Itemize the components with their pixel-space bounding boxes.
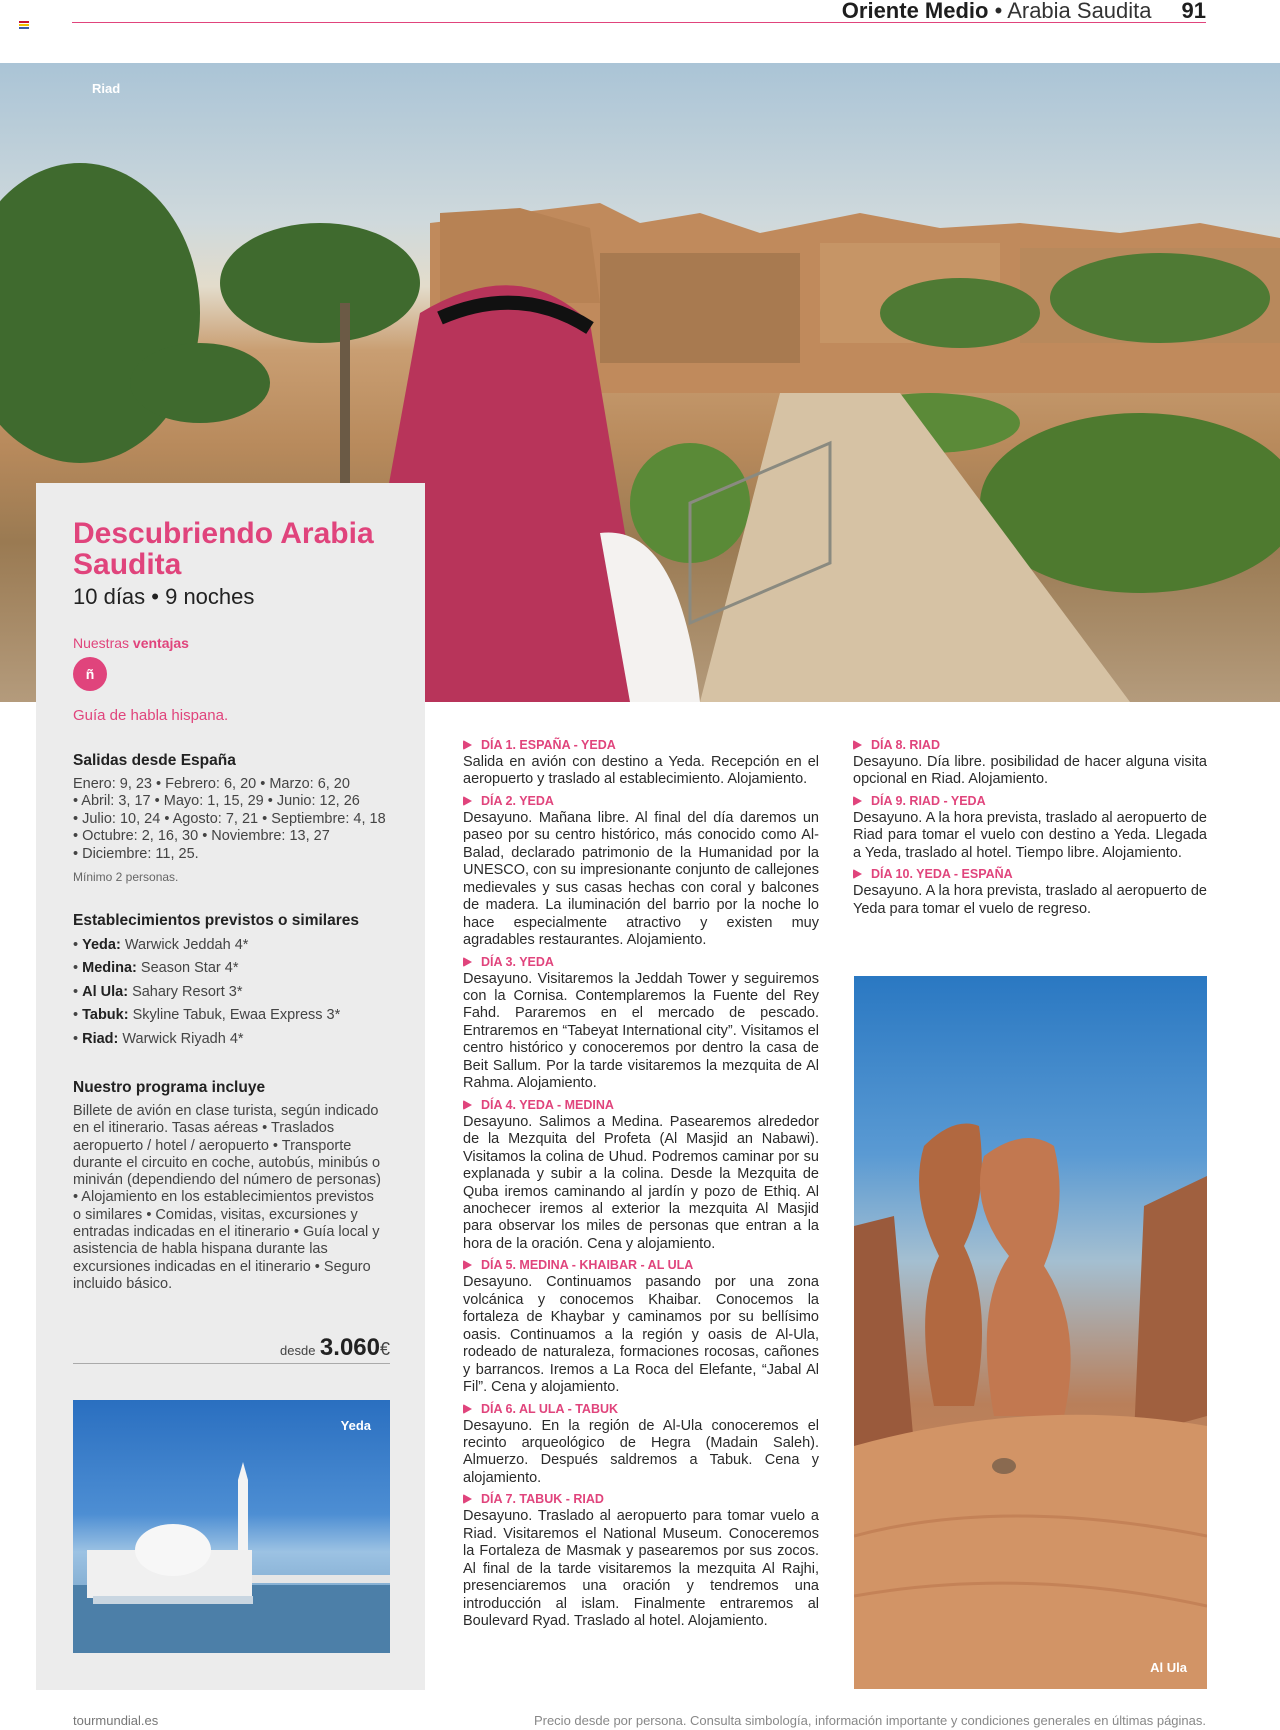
footer-disclaimer: Precio desde por persona. Consulta simbología, información importante y condiciones generales en últimas páginas. bbox=[533, 1713, 1206, 1728]
hotel-name: Season Star 4* bbox=[140, 960, 239, 977]
price bbox=[280, 1334, 390, 1362]
guide-icon: ñ bbox=[73, 657, 107, 691]
hero-caption: Riad bbox=[92, 81, 121, 96]
day-title: DÍA 9. RIAD - YEDA bbox=[853, 793, 1207, 810]
itinerary-day bbox=[463, 1491, 819, 1630]
itinerary-day bbox=[463, 954, 819, 1093]
departures-heading: Salidas desde España bbox=[73, 752, 236, 769]
hotel-name: Warwick Jeddah 4* bbox=[124, 937, 249, 953]
hotel-item: • Yeda: Warwick Jeddah 4* bbox=[73, 937, 249, 953]
section-title: Oriente Medio bbox=[841, 0, 989, 23]
day-text: Desayuno. Continuamos pasando por una zona volcánica y conocemos Khaibar. Conocemos la fortaleza de Khaybar y caminamos por su bellísimo oasis. Continuamos a la región y oasis de Al-Ula, rodeado de naturaleza, formaciones rocosas, cañones y barrancos. Iremos a La Roca del Elefante, “Jabal Al Fil”. Cena y alojamiento. bbox=[463, 1274, 819, 1396]
yeda-image bbox=[73, 1400, 390, 1653]
includes-text: Billete de avión en clase turista, según indicado en el itinerario. Tasas aéreas • Traslados aeropuerto / hotel / aeropuerto • Transporte durante el circuito en coche, autobús, minibús o miniván (dependiendo del número de personas) • Alojamiento en los establecimientos previstos o similares • Comidas, visitas, excursiones y entradas indicadas en el itinerario • Guía local y asistencia de habla hispana durante las excursiones indicadas en el itinerario • Seguro incluido básico. bbox=[73, 1103, 381, 1292]
day-text: Desayuno. Traslado al aeropuerto para tomar vuelo a Riad. Visitaremos el National Museum. Conoceremos la Fortaleza de Masmak y pasearemos por sus zocos. Al final de la tarde visitaremos la mezquita Al Rajhi, presenciaremos una oración y tendremos una introducción al islam. Finalmente entraremos al Boulevard Ryad. Traslado al hotel. Alojamiento. bbox=[463, 1508, 819, 1630]
hotel-name: Skyline Tabuk, Ewaa Express 3* bbox=[132, 1007, 341, 1024]
advantage-text: Guía de habla hispana. bbox=[73, 707, 229, 724]
advantages-label bbox=[73, 635, 189, 651]
day-text: Desayuno. A la hora prevista, traslado al aeropuerto de Yeda para tomar el vuelo de regreso. bbox=[853, 883, 1207, 917]
spain-flag-icon bbox=[19, 21, 29, 29]
hotel-list bbox=[73, 934, 340, 1051]
page-number: 91 bbox=[1181, 0, 1206, 23]
departure-line: • Diciembre: 11, 25. bbox=[73, 845, 199, 862]
hotel-item: • Medina: Season Star 4* bbox=[73, 960, 239, 977]
day-text: Desayuno. Día libre. posibilidad de hacer alguna visita opcional en Riad. Alojamiento. bbox=[853, 754, 1207, 788]
price-currency: € bbox=[379, 1339, 390, 1359]
departure-line: Enero: 9, 23 • Febrero: 6, 20 • Marzo: 6, 20 bbox=[73, 776, 350, 792]
hotel-city: Tabuk: bbox=[82, 1007, 129, 1024]
hotel-item: • Tabuk: Skyline Tabuk, Ewaa Express 3* bbox=[73, 1007, 341, 1024]
itinerary-day bbox=[463, 1257, 819, 1396]
day-title: DÍA 2. YEDA bbox=[463, 793, 819, 810]
day-text: Desayuno. A la hora prevista, traslado al aeropuerto de Riad para tomar el vuelo con destino a Yeda. Llegada a Yeda, traslado al hotel. Tiempo libre. Alojamiento. bbox=[853, 809, 1207, 861]
day-text: Salida en avión con destino a Yeda. Recepción en el aeropuerto y traslado al establecimiento. Alojamiento. bbox=[463, 754, 819, 788]
header-separator: • bbox=[988, 0, 1008, 23]
price-divider bbox=[73, 1363, 390, 1364]
hotel-city: Yeda: bbox=[82, 937, 121, 953]
departure-line: • Octubre: 2, 16, 30 • Noviembre: 13, 27 bbox=[73, 828, 330, 845]
itinerary-column-2 bbox=[853, 737, 1207, 922]
subsection-title: Arabia Saudita bbox=[1007, 0, 1152, 23]
itinerary-column-1 bbox=[463, 737, 819, 1634]
itinerary-day bbox=[853, 866, 1207, 918]
day-title: DÍA 5. MEDINA - KHAIBAR - AL ULA bbox=[463, 1257, 819, 1274]
itinerary-day bbox=[853, 737, 1207, 789]
day-title: DÍA 8. RIAD bbox=[853, 737, 1207, 754]
hotel-city: Al Ula: bbox=[82, 983, 129, 1000]
advantages-label-prefix: Nuestras bbox=[73, 635, 133, 651]
day-text: Desayuno. Visitaremos la Jeddah Tower y seguiremos con la Cornisa. Contemplaremos la Fuente del Rey Fahd. Pararemos en el mercado de pescado. Entraremos en “Tabeyat International city”. Visitamos el centro histórico y conoceremos por dentro la casa de Beit Sallum. Por la tarde visitaremos la mezquita de Al Rahma. Alojamiento. bbox=[463, 970, 819, 1092]
hotel-name: Warwick Riyadh 4* bbox=[122, 1030, 244, 1047]
footer-website: tourmundial.es bbox=[73, 1713, 159, 1728]
alula-caption: Al Ula bbox=[1150, 1660, 1187, 1675]
hotel-city: Riad: bbox=[82, 1030, 119, 1047]
minimum-persons: Mínimo 2 personas. bbox=[73, 870, 179, 884]
day-title: DÍA 6. AL ULA - TABUK bbox=[463, 1401, 819, 1418]
departure-line: • Julio: 10, 24 • Agosto: 7, 21 • Septiembre: 4, 18 bbox=[73, 810, 386, 827]
itinerary-day bbox=[853, 793, 1207, 862]
price-amount: 3.060 bbox=[319, 1334, 380, 1361]
itinerary-day bbox=[463, 1401, 819, 1488]
itinerary-day bbox=[463, 1097, 819, 1254]
day-text: Desayuno. Mañana libre. Al final del día daremos un paseo por su centro histórico, más conocido como Al-Balad, declarado patrimonio de la Humanidad por la UNESCO, con su impresionante conjunto de callejones medievales y sus casas hechas con coral y balcones de madera. La iluminación del barrio por la noche lo hace especialmente atractivo y existen muy agradables restaurantes. Alojamiento. bbox=[463, 809, 819, 949]
hotel-city: Medina: bbox=[82, 960, 137, 977]
hotel-item: • Riad: Warwick Riyadh 4* bbox=[73, 1030, 244, 1047]
itinerary-day bbox=[463, 737, 819, 789]
includes-heading: Nuestro programa incluye bbox=[73, 1079, 266, 1096]
price-from-label: desde bbox=[280, 1343, 316, 1358]
alula-image bbox=[854, 976, 1207, 1689]
day-title: DÍA 4. YEDA - MEDINA bbox=[463, 1097, 819, 1114]
day-title: DÍA 1. ESPAÑA - YEDA bbox=[463, 737, 819, 754]
departure-line: • Abril: 3, 17 • Mayo: 1, 15, 29 • Junio: 12, 26 bbox=[73, 793, 360, 810]
day-title: DÍA 7. TABUK - RIAD bbox=[463, 1491, 819, 1508]
day-title: DÍA 10. YEDA - ESPAÑA bbox=[853, 866, 1207, 883]
hotels-heading: Establecimientos previstos o similares bbox=[73, 912, 360, 929]
advantages-label-bold: ventajas bbox=[132, 635, 189, 651]
yeda-caption: Yeda bbox=[340, 1418, 371, 1433]
day-text: Desayuno. Salimos a Medina. Pasearemos alrededor de la Mezquita del Profeta (Al Masjid an Nabawi). Visitamos la colina de Uhud. Podremos caminar por su explanada y subir a la colina. Desde la Mezquita de Quba iremos caminando al jardín y pozo de Ethiq. Al anochecer iremos al exterior la mezquita Al Masjid para observar los miles de personas que entran a la hora de la oración. Cena y alojamiento. bbox=[463, 1113, 819, 1252]
page-header bbox=[842, 0, 1206, 22]
departure-dates bbox=[73, 776, 386, 863]
trip-title: Descubriendo Arabia Saudita bbox=[73, 517, 374, 581]
hotel-item: • Al Ula: Sahary Resort 3* bbox=[73, 983, 243, 1000]
day-text: Desayuno. En la región de Al-Ula conoceremos el recinto arqueológico de Hegra (Madain Saleh). Almuerzo. Después saldremos a Tabuk. Cena y alojamiento. bbox=[463, 1417, 819, 1486]
day-title: DÍA 3. YEDA bbox=[463, 954, 819, 971]
hotel-name: Sahary Resort 3* bbox=[132, 983, 243, 1000]
trip-duration: 10 días • 9 noches bbox=[73, 584, 255, 609]
itinerary-day bbox=[463, 793, 819, 950]
